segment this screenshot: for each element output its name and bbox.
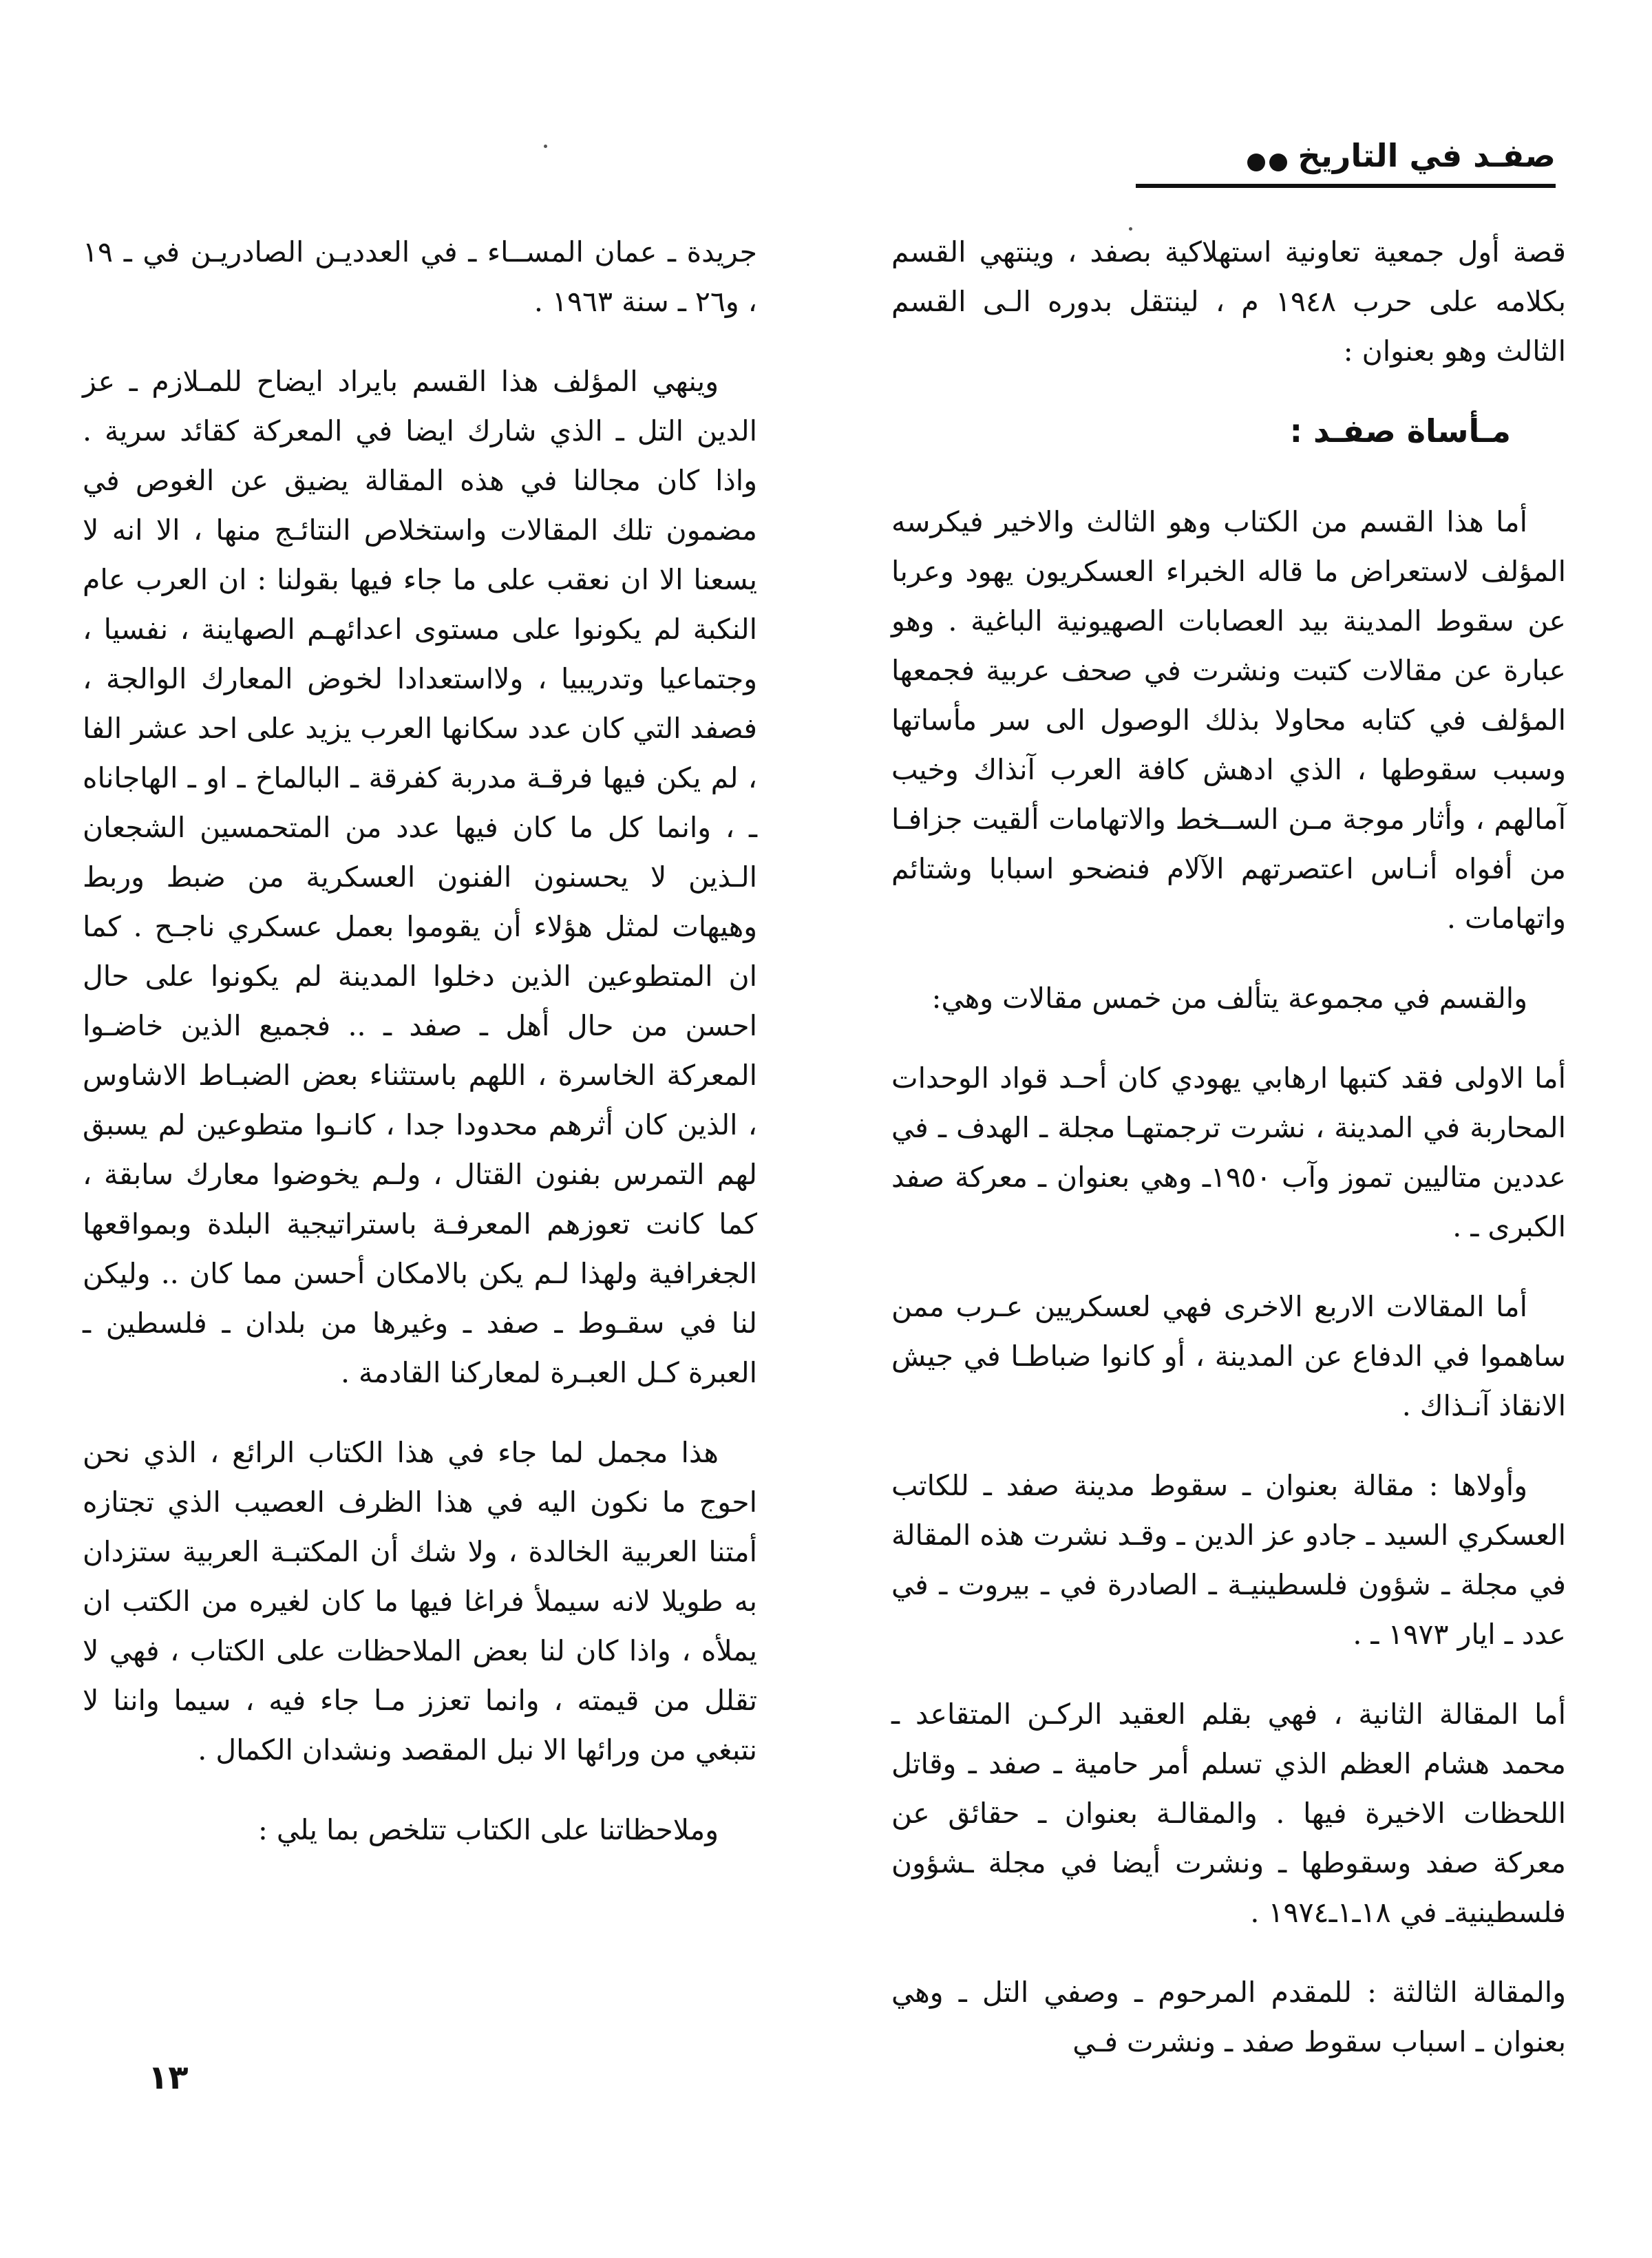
right-column [891,227,1566,2097]
running-header [1129,134,1556,177]
paragraph: جريدة ـ عمان المســاء ـ في العدديـن الصادريـن في ـ ١٩ ، و٢٦ ـ سنة ١٩٦٣ . [83,235,757,318]
paragraph: أما الاولى فقد كتبها ارهابي يهودي كان أحـد قواد الوحدات المحاربة في المدينة ، نشرت ترجمتهـا مجلة ـ الهدف ـ في عددين متاليين تموز وآب ١٩٥٠ـ وهي بعنوان ـ معركة صفد الكبرى ـ . [891,1062,1566,1243]
paragraph: هذا مجمل لما جاء في هذا الكتاب الرائع ، الذي نحن احوج ما نكون اليه في هذا الظرف العصيب الذي تجتازه أمتنا العربية الخالدة ، ولا شك أن المكتبـة العربية ستزدان به طويلا لانه سيملأ فراغا فيها ما كان لغيره من الكتب ان يملأه ، واذا كان لنا بعض الملاحظات على الكتاب ، فهي لا تقلل من قيمته ، وانما تعزز مـا جاء فيه ، سيما واننا لا نتبغي من ورائها الا نبل المقصد ونشدان الكمال . [83,1436,757,1766]
page-number: ١٣ [148,2058,189,2097]
bullet-dots-icon [1243,154,1287,174]
header-title: صفـد في التاريخ [1298,137,1556,174]
paragraph: وينهي المؤلف هذا القسم بايراد ايضاح للمـلازم ـ عز الدين التل ـ الذي شارك ايضا في المعركة كقائد سرية . واذا كان مجالنا في هذه المقالة يضيق عن الغوص في مضمون تلك المقالات واستخلاص النتائـج منها ، الا انه لا يسعنا الا ان نعقب على ما جاء فيها بقولنا : ان العرب عام النكبة لم يكونوا على مستوى اعدائهـم الصهاينة ، نفسيا ، وجتماعيا وتدريبيا ، ولااستعدادا لخوض المعارك الوالجة ، فصفد التي كان عدد سكانها العرب يزيد على احد عشر الفا ، لم يكن فيها فرقـة مدربة كفرقة ـ البالماخ ـ او ـ الهاجاناه ـ ، وانما كل ما كان فيها عدد من المتحمسين الشجعان الـذين لا يحسنون الفنون العسكرية من ضبط وربط وهيهات لمثل هؤلاء أن يقوموا بعمل عسكري ناجـح . كما ان المتطوعين الذين دخلوا المدينة لم يكونوا على حال احسن من حال أهل ـ صفد ـ .. فجميع الذين خاضـوا المعركة الخاسرة ، اللهم باستثناء بعض الضبـاط الاشاوس ، الذين كان أثرهم محدودا جدا ، كانـوا متطوعين لم يسبق لهم التمرس بفنون القتال ، ولـم يخوضوا معارك سابقة ، كما كانت تعوزهم المعرفـة باستراتيجية البلدة وبمواقعها الجغرافية ولهذا لـم يكن بالامكان أحسن مما كان .. وليكن لنا في سقـوط ـ صفد ـ وغيرها من بلدان ـ فلسطين ـ العبرة كـل العبـرة لمعاركنا القادمة . [83,365,757,1389]
paragraph: أما المقالات الاربع الاخرى فهي لعسكريين عـرب ممن ساهموا في الدفاع عن المدينة ، أو كانوا ضباطـا في جيش الانقاذ آنـذاك . [891,1290,1566,1422]
paragraph: أما هذا القسم من الكتاب وهو الثالث والاخير فيكرسه المؤلف لاستعراض ما قاله الخبراء العسكريون يهود وعربا عن سقوط المدينة بيد العصابات الصهيونية الباغية . وهو عبارة عن مقالات كتبت ونشرت في صحف عربية فجمعها المؤلف في كتابه محاولا بذلك الوصول الى سر مأساتها وسبب سقوطها ، الذي ادهش كافة العرب آنذاك وخيب آمالهم ، وأثار موجة مـن الســخط والاتهامات ألقيت جزافـا من أفواه أنـاس اعتصرتهم الآلام فنضحو اسبابا وشتائم واتهامات . [891,505,1566,935]
paragraph: أما المقالة الثانية ، فهي بقلم العقيد الركـن المتقاعد ـ محمد هشام العظم الذي تسلم أمر حامية ـ صفد ـ وقاتل اللحظات الاخيرة فيها . والمقالـة بعنوان ـ حقائق عن معركة صفد وسقوطها ـ ونشرت أيضا في مجلة ـشؤون فلسطينيةـ في ١٨ـ١ـ١٩٧٤ . [891,1698,1566,1929]
print-speck [544,145,547,148]
bullet-dot-icon [1247,154,1265,171]
paragraph: وملاحظاتنا على الكتاب تتلخص بما يلي : [258,1813,719,1846]
left-column [83,227,757,1885]
paragraph: قصة أول جمعية تعاونية استهلاكية بصفد ، وينتهي القسم بكلامه على حرب ١٩٤٨ م ، لينتقل بدوره الـى القسم الثالث وهو بعنوان : [891,235,1566,368]
paragraph: والمقالة الثالثة : للمقدم المرحوم ـ وصفي التل ـ وهي بعنوان ـ اسباب سقوط صفد ـ ونشرت فـي [891,1976,1566,2058]
bullet-dot-icon [1269,154,1287,171]
print-speck [1129,227,1132,231]
paragraph: والقسم في مجموعة يتألف من خمس مقالات وهي: [931,982,1527,1015]
section-heading: مـأساة صفـد : [1289,412,1511,450]
paragraph: وأولاها : مقالة بعنوان ـ سقوط مدينة صفد ـ للكاتب العسكري السيد ـ جادو عز الدين ـ وقـد نشرت هذه المقالة في مجلة ـ شؤون فلسطينيـة ـ الصادرة في ـ بيروت ـ في عدد ـ ايار ١٩٧٣ ـ . [891,1469,1566,1651]
header-underline [1136,184,1556,188]
